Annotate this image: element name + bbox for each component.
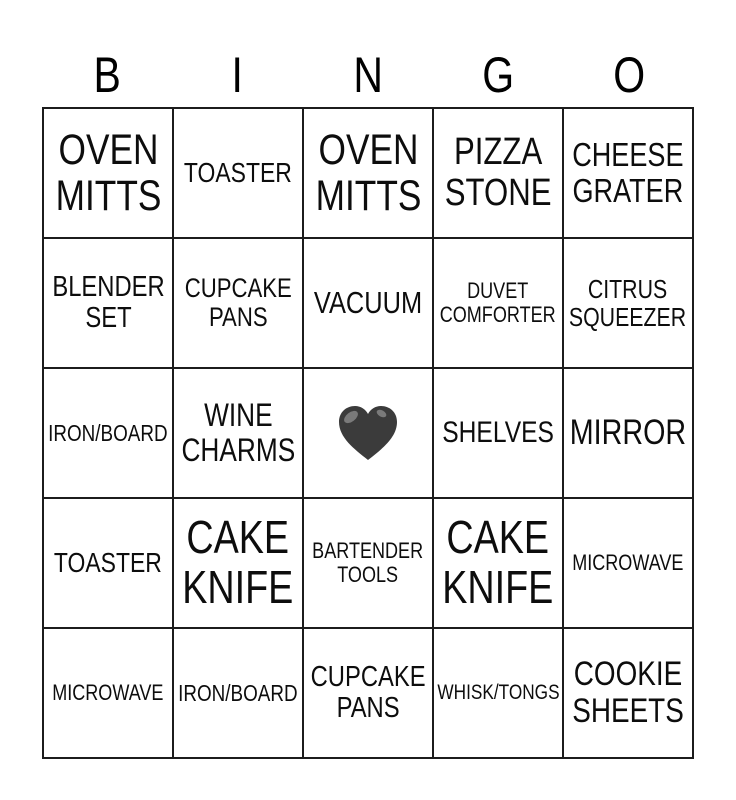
bingo-cell-r5c4[interactable] xyxy=(434,629,564,759)
cell-label-line: CAKE xyxy=(186,511,290,564)
cell-label xyxy=(572,656,684,729)
bingo-cell-r2c3[interactable] xyxy=(304,239,434,369)
cell-label xyxy=(437,682,559,705)
bingo-cell-center-heart[interactable] xyxy=(304,369,434,499)
bingo-cell-r5c1[interactable] xyxy=(44,629,174,759)
cell-label-line: MICROWAVE xyxy=(572,550,684,576)
bingo-cell-r3c5[interactable] xyxy=(564,369,694,499)
cell-label-line: BLENDER xyxy=(51,270,165,303)
cell-label-line: IRON/BOARD xyxy=(178,679,298,706)
cell-label-line: IRON/BOARD xyxy=(48,419,168,446)
bingo-cell-r2c2[interactable] xyxy=(174,239,304,369)
cell-label-line: CHEESE xyxy=(572,136,684,174)
cell-label xyxy=(48,421,167,446)
cell-label xyxy=(572,551,683,575)
bingo-cell-r1c5[interactable] xyxy=(564,109,694,239)
bingo-cell-r2c4[interactable] xyxy=(434,239,564,369)
bingo-letter-n: N xyxy=(353,47,383,103)
bingo-cell-r4c3[interactable] xyxy=(304,499,434,629)
cell-label xyxy=(445,132,552,214)
bingo-cell-r1c4[interactable] xyxy=(434,109,564,239)
cell-label xyxy=(314,286,422,319)
cell-label-line: OVEN xyxy=(318,125,418,174)
cell-label xyxy=(184,274,291,332)
bingo-cell-r4c1[interactable] xyxy=(44,499,174,629)
cell-label-line: KNIFE xyxy=(442,561,554,613)
bingo-cell-r1c3[interactable] xyxy=(304,109,434,239)
cell-label-line: GRATER xyxy=(572,172,684,209)
cell-label-line: WINE xyxy=(203,397,273,434)
cell-label xyxy=(181,398,295,467)
cell-label-line: OVEN xyxy=(58,125,158,174)
cell-label-line: MITTS xyxy=(55,172,161,220)
black-heart-icon xyxy=(336,404,400,463)
cell-label-line: CAKE xyxy=(446,511,550,564)
cell-label-line: KNIFE xyxy=(182,561,294,613)
cell-label xyxy=(55,127,161,220)
bingo-cell-r5c2[interactable] xyxy=(174,629,304,759)
bingo-cell-r4c2[interactable] xyxy=(174,499,304,629)
cell-label-line: COOKIE xyxy=(573,655,683,694)
bingo-letter-i: I xyxy=(231,47,244,103)
bingo-cell-r3c4[interactable] xyxy=(434,369,564,499)
cell-label-line: PANS xyxy=(336,692,400,724)
bingo-cell-r5c3[interactable] xyxy=(304,629,434,759)
bingo-cell-r4c5[interactable] xyxy=(564,499,694,629)
bingo-letter-b: B xyxy=(93,47,121,103)
cell-label-line: STONE xyxy=(444,172,552,214)
cell-label-line: WHISK/TONGS xyxy=(436,680,560,704)
cell-label xyxy=(442,513,553,612)
bingo-letter-o: O xyxy=(612,47,645,103)
cell-label xyxy=(178,681,297,706)
cell-label xyxy=(442,417,554,449)
bingo-cell-r2c1[interactable] xyxy=(44,239,174,369)
cell-label-line: BARTENDER xyxy=(312,538,424,564)
cell-label-line: COMFORTER xyxy=(440,302,556,327)
cell-label-line: SHELVES xyxy=(442,415,554,449)
bingo-cell-r4c4[interactable] xyxy=(434,499,564,629)
cell-label xyxy=(572,137,683,208)
bingo-cell-r5c5[interactable] xyxy=(564,629,694,759)
cell-label-line: SQUEEZER xyxy=(569,302,687,332)
cell-label-line: VACUUM xyxy=(313,285,423,321)
cell-label-line: TOASTER xyxy=(183,156,293,188)
bingo-letter-g: G xyxy=(482,47,515,103)
cell-label xyxy=(570,414,686,452)
cell-label-line: SET xyxy=(84,302,132,334)
cell-label xyxy=(52,272,164,335)
bingo-cell-r1c2[interactable] xyxy=(174,109,304,239)
bingo-cell-r3c2[interactable] xyxy=(174,369,304,499)
cell-label-line: CITRUS xyxy=(588,273,668,304)
cell-label-line: CHARMS xyxy=(181,432,295,468)
cell-label-line: SHEETS xyxy=(572,692,684,730)
bingo-cell-r3c1[interactable] xyxy=(44,369,174,499)
cell-label-line: DUVET xyxy=(467,278,529,304)
cell-label-line: PANS xyxy=(208,302,268,332)
cell-label xyxy=(569,275,686,331)
cell-label-line: TOOLS xyxy=(337,562,399,587)
cell-label xyxy=(54,548,162,578)
cell-label-line: CUPCAKE xyxy=(310,660,426,693)
cell-label xyxy=(184,158,292,188)
cell-label xyxy=(182,513,293,612)
cell-label xyxy=(311,662,426,725)
cell-label-line: MIRROR xyxy=(569,413,687,453)
cell-label-line: TOASTER xyxy=(53,546,163,578)
cell-label-line: MICROWAVE xyxy=(52,680,164,706)
cell-label-line: PIZZA xyxy=(453,130,543,173)
bingo-cell-r1c1[interactable] xyxy=(44,109,174,239)
cell-label-line: CUPCAKE xyxy=(184,272,292,303)
cell-label xyxy=(313,539,424,587)
bingo-cell-r2c5[interactable] xyxy=(564,239,694,369)
cell-label xyxy=(315,127,421,220)
cell-label xyxy=(440,279,556,327)
cell-label-line: MITTS xyxy=(315,172,421,220)
bingo-grid xyxy=(42,107,694,759)
bingo-title xyxy=(42,43,694,107)
cell-label xyxy=(52,681,163,705)
